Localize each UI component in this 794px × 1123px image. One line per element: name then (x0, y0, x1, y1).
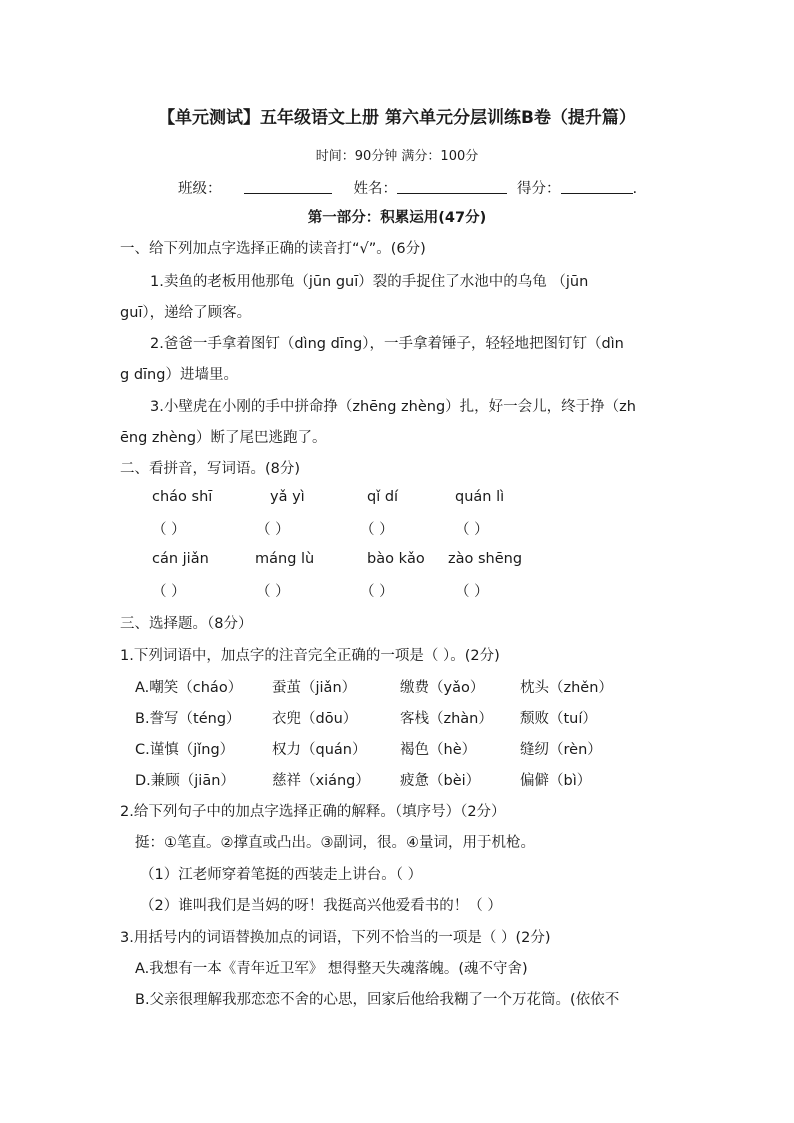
exam-meta: 时间：90分钟 满分：100分 (315, 149, 479, 164)
page-title: 【单元测试】五年级语文上册 第六单元分层训练B卷（提升篇） (158, 108, 636, 128)
answer-paren[interactable]: （ ） (455, 522, 489, 538)
score-blank[interactable] (561, 179, 633, 194)
q1-line: 2.爸爸一手拿着图钉（dìng dīng），一手拿着锤子，轻轻地把图钉钉（dìn (150, 336, 624, 352)
name-label: 姓名： (353, 181, 397, 197)
answer-paren[interactable]: （ ） (360, 522, 394, 538)
score-label: 得分： (517, 181, 561, 197)
option-a: A.我想有一本《青年近卫军》 想得整天失魂落魄。(魂不守舍) (135, 961, 528, 977)
option-word: 缴费（yǎo） (400, 680, 485, 696)
option-d: D.兼顾（jiān） (135, 773, 235, 789)
pinyin-item: cán jiǎn (152, 551, 209, 567)
end-mark: . (632, 181, 638, 197)
option-word: 慈祥（xiáng） (272, 773, 370, 789)
q3-sub1: 1.下列词语中，加点字的注音完全正确的一项是（ ）。(2分) (120, 648, 500, 664)
q3-sub2: 2.给下列句子中的加点字选择正确的解释。（填序号）（2分） (120, 804, 506, 820)
pinyin-item: zào shēng (448, 551, 523, 567)
option-b: B.誊写（téng） (135, 711, 241, 727)
answer-paren[interactable]: （ ） (152, 522, 186, 538)
option-c: C.谨慎（jǐng） (135, 742, 235, 758)
class-label: 班级： (178, 181, 222, 197)
answer-paren[interactable]: （ ） (152, 584, 186, 600)
q2-heading: 二、看拼音，写词语。(8分) (120, 461, 301, 477)
q1-line: 1.卖鱼的老板用他那龟（jūn guī）裂的手捉住了水池中的乌龟 （jūn (150, 274, 589, 290)
pinyin-item: cháo shī (152, 489, 213, 505)
part1-title: 第一部分：积累运用(47分) (307, 210, 487, 226)
pinyin-item: quán lì (455, 489, 505, 505)
definition-line: 挺：①笔直。②撑直或凸出。③副词，很。④量词，用于机枪。 (135, 835, 535, 851)
q1-line: 3.小壁虎在小刚的手中拼命挣（zhēng zhèng）扎，好一会儿，终于挣（zh (150, 399, 636, 415)
option-word: 蚕茧（jiǎn） (272, 680, 357, 696)
option-word: 褐色（hè） (400, 742, 477, 758)
option-b: B.父亲很理解我那恋恋不舍的心思，回家后他给我糊了一个万花筒。(依依不 (135, 992, 620, 1008)
answer-paren[interactable]: （ ） (360, 584, 394, 600)
pinyin-item: qǐ dí (367, 489, 399, 505)
pinyin-item: yǎ yì (270, 489, 305, 505)
q1-line: g dīng）进墙里。 (120, 367, 238, 383)
q1-line: guī），递给了顾客。 (120, 305, 252, 321)
q1-line: ēng zhèng）断了尾巴逃跑了。 (120, 430, 327, 446)
answer-paren[interactable]: （ ） (256, 522, 290, 538)
option-word: 疲惫（bèi） (400, 773, 481, 789)
q1-heading: 一、给下列加点字选择正确的读音打“√”。(6分) (120, 241, 426, 257)
sub-item: （2）谁叫我们是当妈的呀！我挺高兴他爱看书的！（ ） (140, 898, 502, 914)
option-word: 客栈（zhàn） (400, 711, 493, 727)
answer-paren[interactable]: （ ） (455, 584, 489, 600)
pinyin-item: bào kǎo (367, 551, 425, 567)
name-blank[interactable] (397, 179, 507, 194)
class-blank[interactable] (244, 179, 332, 194)
option-word: 衣兜（dōu） (272, 711, 358, 727)
pinyin-item: máng lù (255, 551, 315, 567)
option-word: 缝纫（rèn） (520, 742, 602, 758)
option-word: 权力（quán） (272, 742, 367, 758)
q3-heading: 三、选择题。（8分） (120, 616, 253, 632)
option-word: 偏僻（bì） (520, 773, 592, 789)
sub-item: （1）江老师穿着笔挺的西装走上讲台。（ ） (140, 867, 423, 883)
student-info-row (178, 177, 637, 198)
option-word: 枕头（zhěn） (520, 680, 613, 696)
option-word: 颓败（tuí） (520, 711, 597, 727)
answer-paren[interactable]: （ ） (256, 584, 290, 600)
option-a: A.嘲笑（cháo） (135, 680, 243, 696)
q3-sub3: 3.用括号内的词语替换加点的词语，下列不恰当的一项是（ ）(2分) (120, 930, 551, 946)
